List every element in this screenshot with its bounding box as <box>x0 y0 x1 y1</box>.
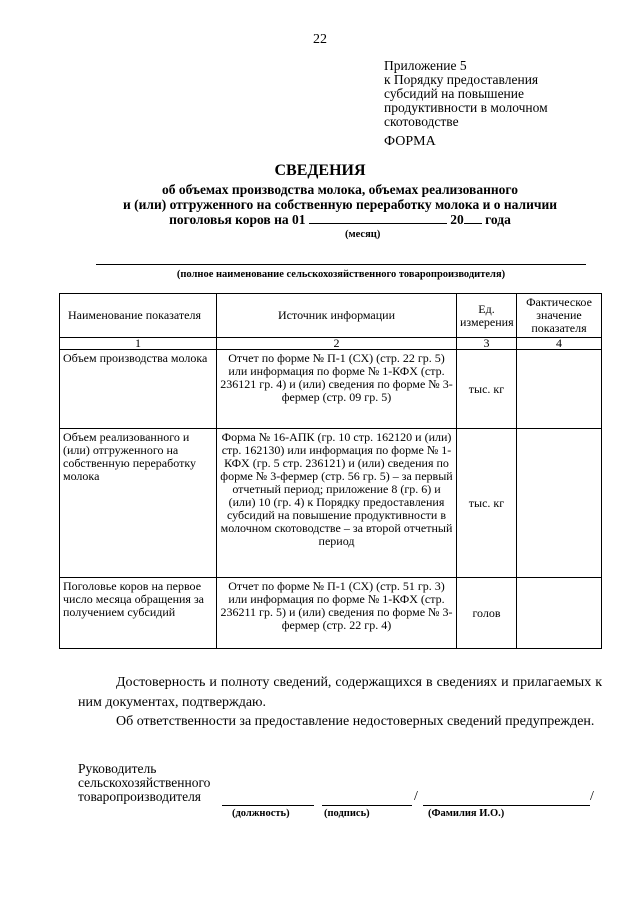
year-blank[interactable] <box>464 212 482 224</box>
responsibility-text: Об ответственности за предоставление недостоверных сведений предупрежден. <box>116 714 595 729</box>
row-value-field[interactable] <box>517 578 602 649</box>
row-name: Объем производства молока <box>60 350 217 429</box>
table-row <box>60 350 602 429</box>
fullname-field[interactable] <box>423 805 590 806</box>
indicators-table <box>59 293 602 649</box>
slash-separator: / <box>414 789 418 804</box>
subtitle-line: об объемах производства молока, объемах реализованного <box>162 182 518 197</box>
responsibility-statement <box>78 712 602 732</box>
page-number: 22 <box>313 32 327 47</box>
appendix-line: субсидий на повышение <box>384 86 525 101</box>
signature-line: товаропроизводителя <box>78 789 202 804</box>
row-source: Отчет по форме № П-1 (СХ) (стр. 22 гр. 5) или информация по форме № 1-КФХ (стр. 236121 гр. 4) и (или) сведения по форме № 3-фермер (стр. 09 гр. 5) <box>217 350 457 429</box>
fullname-label: (Фамилия И.О.) <box>428 808 505 819</box>
column-number: 4 <box>517 338 602 350</box>
producer-label: (полное наименование сельскохозяйственного товаропроизводителя) <box>176 269 506 280</box>
header-source: Источник информации <box>217 294 457 338</box>
header-unit: Ед. измерения <box>457 294 517 338</box>
row-unit: тыс. кг <box>457 429 517 578</box>
row-source: Отчет по форме № П-1 (СХ) (стр. 51 гр. 3) или информация по форме № 1-КФХ (стр. 236211 гр. 5) и (или) сведения по форме № 3-фермер (стр. 22 гр. 4) <box>217 578 457 649</box>
row-unit: тыс. кг <box>457 350 517 429</box>
signature-line: сельскохозяйственного <box>78 775 211 790</box>
row-value-field[interactable] <box>517 429 602 578</box>
document-title: СВЕДЕНИЯ <box>274 162 366 179</box>
slash-separator: / <box>590 789 594 804</box>
signature-field[interactable] <box>322 805 412 806</box>
appendix-line: Приложение 5 <box>384 58 467 73</box>
document-subtitle <box>60 183 620 228</box>
column-number: 1 <box>60 338 217 350</box>
table-row <box>60 429 602 578</box>
row-name: Объем реализованного и (или) отгруженного на собственную переработку молока <box>60 429 217 578</box>
confirmation-statement <box>78 673 602 713</box>
row-unit: голов <box>457 578 517 649</box>
month-blank[interactable] <box>309 212 447 224</box>
form-label: ФОРМА <box>384 134 436 149</box>
subtitle-date-suffix: года <box>485 212 511 227</box>
confirmation-text: Достоверность и полноту сведений, содержащихся в сведениях и прилагаемых к ним документах, подтверждаю. <box>78 675 602 710</box>
sign-label: (подпись) <box>324 808 370 819</box>
row-source: Форма № 16-АПК (гр. 10 стр. 162120 и (или) стр. 162130) или информация по форме № 1-КФХ (гр. 5 стр. 236121) и (или) сведения по форме № 3-фермер (стр. 56 гр. 5) – за первый отчетный период; приложение 8 (гр. 6) и (или) 10 (гр. 4) к Порядку предоставления субсидий на повышение продуктивности в молочном скотоводстве – за второй отчетный период <box>217 429 457 578</box>
subtitle-date-prefix: поголовья коров на 01 <box>169 212 306 227</box>
subtitle-year: 20 <box>450 212 464 227</box>
appendix-header <box>384 59 624 129</box>
producer-name-field[interactable] <box>96 264 586 265</box>
column-number: 3 <box>457 338 517 350</box>
column-numbers-row <box>60 338 602 350</box>
header-value: Фактическое значение показателя <box>517 294 602 338</box>
appendix-line: к Порядку предоставления <box>384 72 539 87</box>
row-name: Поголовье коров на первое число месяца обращения за получением субсидий <box>60 578 217 649</box>
position-label: (должность) <box>232 808 290 819</box>
table-header-row <box>60 294 602 338</box>
header-name: Наименование показателя <box>60 294 217 338</box>
subtitle-line: и (или) отгруженного на собственную переработку молока и о наличии <box>122 196 558 212</box>
subtitle-line-date <box>60 212 620 228</box>
appendix-line: продуктивности в молочном <box>384 100 548 115</box>
position-field[interactable] <box>222 805 314 806</box>
signature-line: Руководитель <box>78 761 157 776</box>
month-label: (месяц) <box>345 229 381 240</box>
appendix-line: скотоводстве <box>384 114 459 129</box>
row-value-field[interactable] <box>517 350 602 429</box>
table-row <box>60 578 602 649</box>
column-number: 2 <box>217 338 457 350</box>
signature-block <box>78 762 258 804</box>
